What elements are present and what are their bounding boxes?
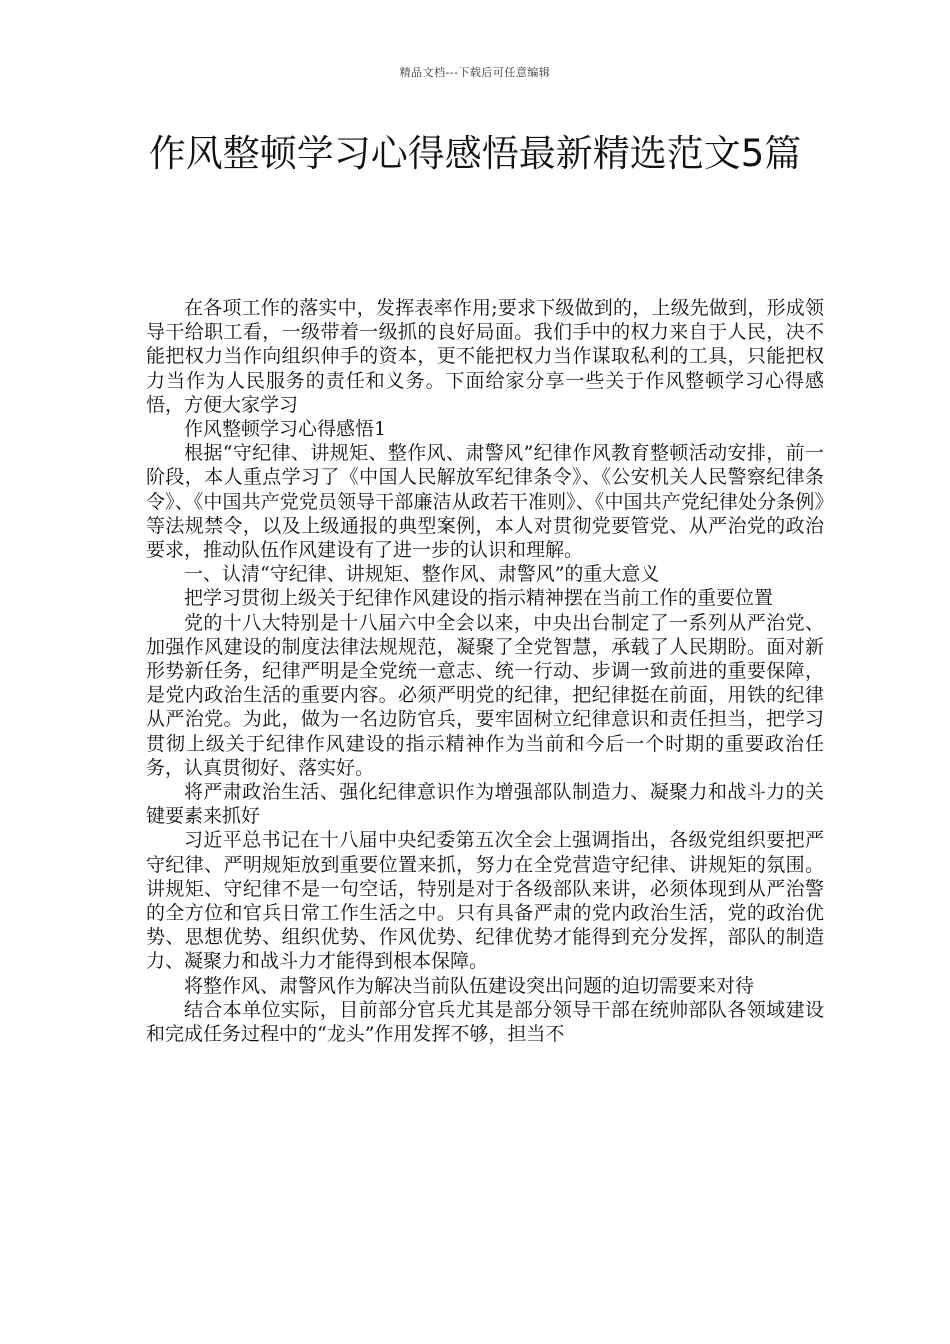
document-title: 作风整顿学习心得感悟最新精选范文5篇 xyxy=(148,132,802,175)
subheading-point: 将整作风、肃警风作为解决当前队伍建设突出问题的迫切需要来对待 xyxy=(184,974,755,997)
body-paragraph: 习近平总书记在十八届中央纪委第五次全会上强调指出，各级党组织要把严守纪律、严明规矩放到重要位置来抓，努力在全党营造守纪律、讲规矩的氛围。讲规矩、守纪律不是一句空话，特别是对于各级部队来讲，必须体现到从严治警的全方位和官兵日常工作生活之中。只有具备严肃的党内政治生活，党的政治优势、思想优势、组织优势、作风优势、纪律优势才能得到充分发挥，部队的制造力、凝聚力和战斗力才能得到根本保障。 xyxy=(146,829,824,973)
document-body xyxy=(146,296,824,1046)
section-heading-essay-1: 作风整顿学习心得感悟1 xyxy=(184,418,387,441)
subheading-part-1: 一、认清“守纪律、讲规矩、整作风、肃警风”的重大意义 xyxy=(184,563,660,586)
subheading-point: 把学习贯彻上级关于纪律作风建设的指示精神摆在当前工作的重要位置 xyxy=(184,587,774,610)
body-paragraph: 党的十八大特别是十八届六中全会以来，中央出台制定了一系列从严治党、加强作风建设的制度法律法规规范，凝聚了全党智慧，承载了人民期盼。面对新形势新任务，纪律严明是全党统一意志、统一行动、步调一致前进的重要保障，是党内政治生活的重要内容。必须严明党的纪律，把纪律挺在前面，用铁的纪律从严治党。为此，做为一名边防官兵，要牢固树立纪律意识和责任担当，把学习贯彻上级关于纪律作风建设的指示精神作为当前和今后一个时期的重要政治任务，认真贯彻好、落实好。 xyxy=(146,611,824,779)
body-paragraph: 结合本单位实际，目前部分官兵尤其是部分领导干部在统帅部队各领域建设和完成任务过程中的“龙头”作用发挥不够，担当不 xyxy=(146,998,824,1046)
subheading-point: 将严肃政治生活、强化纪律意识作为增强部队制造力、凝聚力和战斗力的关键要素来抓好 xyxy=(146,781,824,828)
body-paragraph: 根据“守纪律、讲规矩、整作风、肃警风”纪律作风教育整顿活动安排，前一阶段，本人重点学习了《中国人民解放军纪律条令》、《公安机关人民警察纪律条令》、《中国共产党党员领导干部廉洁从政若干准则》、《中国共产党纪律处分条例》等法规禁令，以及上级通报的典型案例，本人对贯彻党要管党、从严治党的政治要求，推动队伍作风建设有了进一步的认识和理解。 xyxy=(146,442,824,562)
header-note: 精品文档---下载后可任意编辑 xyxy=(399,66,551,79)
intro-paragraph: 在各项工作的落实中，发挥表率作用;要求下级做到的，上级先做到，形成领导干给职工看，一级带着一级抓的良好局面。我们手中的权力来自于人民，决不能把权力当作向组织伸手的资本，更不能把权力当作谋取私利的工具，只能把权力当作为人民服务的责任和义务。下面给家分享一些关于作风整顿学习心得感悟，方便大家学习 xyxy=(146,297,824,416)
